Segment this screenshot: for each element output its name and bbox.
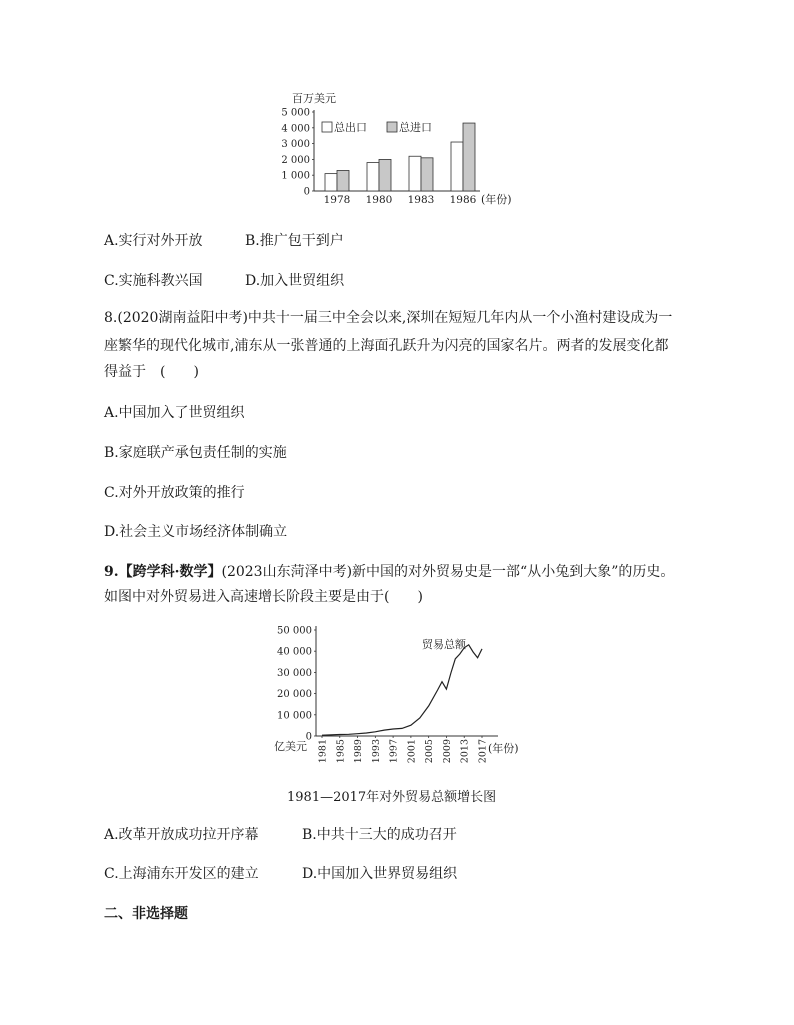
bar-ytick-label: 5 000 <box>281 107 310 119</box>
line-xtick-label: 2017 <box>477 739 489 764</box>
q9-option-b: B.中共十三大的成功召开 <box>302 827 457 843</box>
q9-stem: (2023山东菏泽中考)新中国的对外贸易史是一部“从小兔到大象”的历史。 <box>221 564 675 580</box>
line-xtick-label: 1997 <box>388 739 400 764</box>
line-chart-ylabel: 亿美元 <box>274 740 307 753</box>
bar-xtick-label: 1986 <box>449 194 477 206</box>
line-xtick-label: 1981 <box>317 739 329 764</box>
bar-export-1978 <box>325 174 337 191</box>
bar-xtick-label: 1983 <box>407 194 435 206</box>
line-series-label: 贸易总额 <box>422 638 466 651</box>
bar-ytick-label: 4 000 <box>281 123 310 135</box>
q8-option-a: A.中国加入了世贸组织 <box>104 405 245 421</box>
q8-line-1: 8.(2020湖南益阳中考)中共十一届三中全会以来,深圳在短短几年内从一个小渔村建设成为一 <box>104 310 673 326</box>
q9-option-a: A.改革开放成功拉开序幕 <box>104 827 259 843</box>
bar-xtick-label: 1978 <box>323 194 351 206</box>
bar-ytick-label: 2 000 <box>281 154 310 166</box>
line-xtick-label: 2009 <box>441 739 453 764</box>
bar-export-1986 <box>451 142 463 191</box>
line-ytick-label: 10 000 <box>277 710 312 722</box>
line-xtick-label: 2005 <box>424 739 436 764</box>
bar-ytick-label: 0 <box>303 186 310 198</box>
legend-export-swatch <box>322 122 332 132</box>
q8-option-c: C.对外开放政策的推行 <box>104 485 245 501</box>
bar-import-1983 <box>421 158 433 191</box>
line-ytick-label: 20 000 <box>277 689 312 701</box>
line-xtick-label: 1989 <box>353 739 365 764</box>
q7-option-c: C.实施科教兴国 <box>104 273 203 289</box>
line-ytick-label: 0 <box>305 731 312 743</box>
q8-option-d: D.社会主义市场经济体制确立 <box>104 524 288 540</box>
legend-import-swatch <box>387 122 397 132</box>
line-ytick-label: 50 000 <box>277 625 312 637</box>
trade-bar-chart <box>270 88 530 213</box>
line-xtick-label: 2001 <box>406 739 418 764</box>
bar-ytick-label: 3 000 <box>281 139 310 151</box>
line-chart-title: 1981—2017年对外贸易总额增长图 <box>287 790 497 805</box>
line-xtick-label: 2013 <box>459 739 471 764</box>
bar-export-1983 <box>409 156 421 191</box>
q8-line-2: 座繁华的现代化城市,浦东从一张普通的上海面孔跃升为闪亮的国家名片。两者的发展变化都 <box>104 338 669 354</box>
bar-import-1978 <box>337 170 349 191</box>
q7-option-a: A.实行对外开放 <box>104 233 203 249</box>
trade-total-line <box>322 645 482 735</box>
q7-option-b: B.推广包干到户 <box>245 233 344 249</box>
q8-option-b: B.家庭联产承包责任制的实施 <box>104 445 287 461</box>
q7-option-d: D.加入世贸组织 <box>245 273 345 289</box>
line-chart-xlabel: (年份) <box>488 742 519 755</box>
line-ytick-label: 40 000 <box>277 646 312 658</box>
line-xtick-label: 1993 <box>370 739 382 764</box>
section-title: 二、非选择题 <box>104 906 188 922</box>
q9-line-1 <box>104 562 674 582</box>
line-ytick-label: 30 000 <box>277 667 312 679</box>
q9-option-c: C.上海浦东开发区的建立 <box>104 866 259 882</box>
q9-option-d: D.中国加入世界贸易组织 <box>302 866 458 882</box>
q8-line-3: 得益于 ( ) <box>104 364 199 380</box>
bar-export-1980 <box>367 163 379 191</box>
legend-export-label: 总出口 <box>334 121 367 134</box>
bar-xtick-label: 1980 <box>365 194 393 206</box>
q9-line-2: 如图中对外贸易进入高速增长阶段主要是由于( ) <box>104 589 423 605</box>
legend-import-label: 总进口 <box>399 121 432 134</box>
line-xtick-label: 1985 <box>335 739 347 764</box>
q9-tag: 9.【跨学科·数学】 <box>104 564 222 580</box>
trade-line-chart <box>270 618 540 770</box>
bar-ytick-label: 1 000 <box>281 170 310 182</box>
bar-import-1986 <box>463 123 475 191</box>
bar-chart-ylabel: 百万美元 <box>292 92 336 105</box>
bar-import-1980 <box>379 159 391 191</box>
bar-chart-xlabel: (年份) <box>481 193 512 206</box>
